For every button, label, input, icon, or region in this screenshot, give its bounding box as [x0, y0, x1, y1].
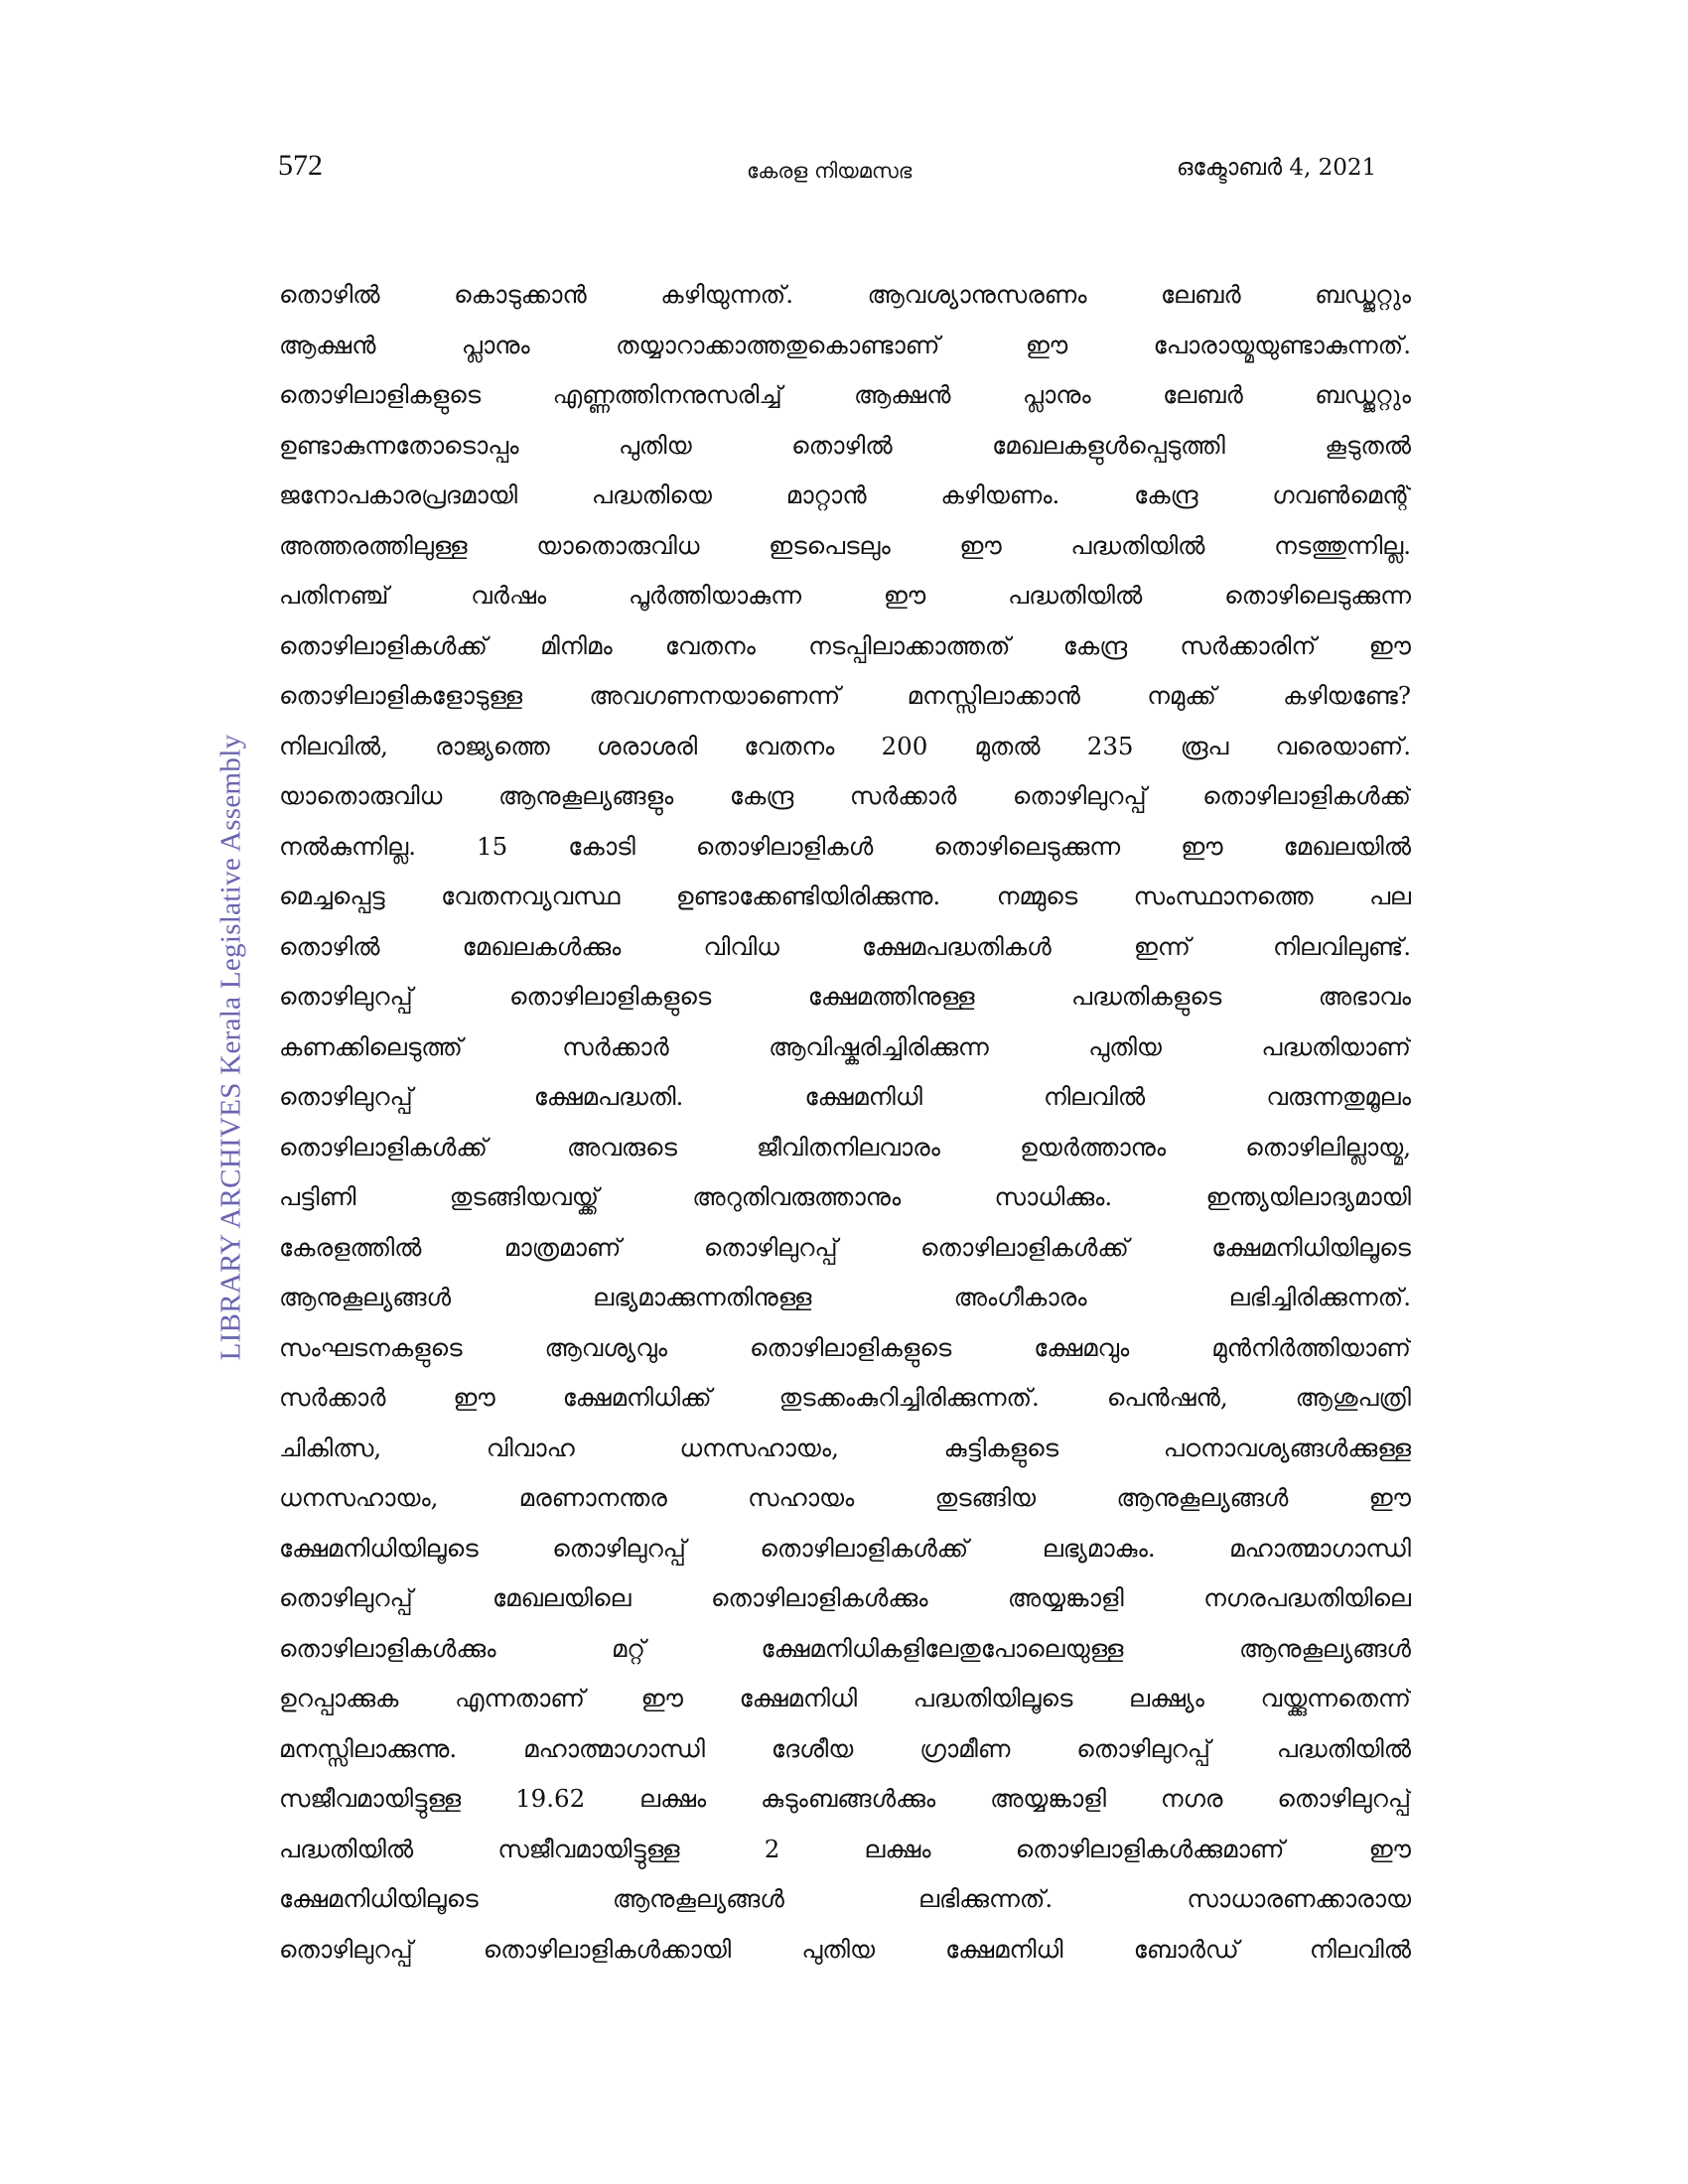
text-line: നിലവിൽ, രാജ്യത്തെ ശരാശരി വേതനം 200 മുതൽ 235 രൂപ വരെയാണ്.	[279, 731, 1411, 760]
text-line: തൊഴിലുറപ്പ് മേഖലയിലെ തൊഴിലാളികൾക്കും അയ്യങ്കാളി നഗരപദ്ധതിയിലെ	[279, 1583, 1411, 1612]
text-line: മെച്ചപ്പെട്ട വേതനവ്യവസ്ഥ ഉണ്ടാക്കേണ്ടിയിരിക്കുന്നു. നമ്മുടെ സംസ്ഥാനത്തെ പല	[279, 882, 1411, 910]
text-line: സംഘടനകളുടെ ആവശ്യവും തൊഴിലാളികളുടെ ക്ഷേമവും മുൻനിർത്തിയാണ്	[279, 1332, 1411, 1362]
text-line: തൊഴിലാളികൾക്ക് മിനിമം വേതനം നടപ്പിലാക്കാത്തത് കേന്ദ്ര സർക്കാരിന് ഈ	[279, 630, 1411, 660]
archive-watermark: LIBRARY ARCHIVES Kerala Legislative Assembly	[214, 734, 247, 1361]
text-line: യാതൊരുവിധ ആനുകൂല്യങ്ങളും കേന്ദ്ര സർക്കാർ തൊഴിലുറപ്പ് തൊഴിലാളികൾക്ക്	[279, 781, 1411, 810]
text-line: ചികിത്സ, വിവാഹ ധനസഹായം, കുട്ടികളുടെ പഠനാവശ്യങ്ങൾക്കുള്ള	[279, 1433, 1411, 1462]
text-line: മനസ്സിലാക്കുന്നു. മഹാത്മാഗാന്ധി ദേശീയ ഗ്രാമീണ തൊഴിലുറപ്പ് പദ്ധതിയിൽ	[279, 1733, 1411, 1763]
text-line: പതിനഞ്ച് വർഷം പൂർത്തിയാകുന്ന ഈ പദ്ധതിയിൽ തൊഴിലെടുക്കുന്ന	[279, 581, 1411, 610]
text-line: തൊഴിലാളികൾക്കും മറ്റ് ക്ഷേമനിധികളിലേതുപോലെയുള്ള ആനുകൂല്യങ്ങൾ	[279, 1633, 1411, 1663]
text-line: ആക്ഷൻ പ്ലാനും തയ്യാറാക്കാത്തതുകൊണ്ടാണ് ഈ പോരായ്മയുണ്ടാകുന്നത്.	[279, 330, 1411, 359]
text-line: തൊഴിലുറപ്പ് ക്ഷേമപദ്ധതി. ക്ഷേമനിധി നിലവിൽ വരുന്നതുമൂലം	[279, 1082, 1411, 1111]
text-line: ഉറപ്പാക്കുക എന്നതാണ് ഈ ക്ഷേമനിധി പദ്ധതിയിലൂടെ ലക്ഷ്യം വയ്ക്കുന്നതെന്ന്	[279, 1684, 1411, 1712]
text-line: നൽകുന്നില്ല. 15 കോടി തൊഴിലാളികൾ തൊഴിലെടുക്കുന്ന ഈ മേഖലയിൽ	[279, 831, 1411, 861]
text-line: കേരളത്തിൽ മാത്രമാണ് തൊഴിലുറപ്പ് തൊഴിലാളികൾക്ക് ക്ഷേമനിധിയിലൂടെ	[279, 1232, 1411, 1262]
page-number: 572	[278, 149, 323, 182]
text-line: ആനുകൂല്യങ്ങൾ ലഭ്യമാക്കുന്നതിനുള്ള അംഗീകാരം ലഭിച്ചിരിക്കുന്നത്.	[279, 1283, 1411, 1311]
text-line: ക്ഷേമനിധിയിലൂടെ തൊഴിലുറപ്പ് തൊഴിലാളികൾക്ക് ലഭ്യമാകും. മഹാത്മാഗാന്ധി	[279, 1533, 1411, 1563]
text-line: സജീവമായിട്ടുള്ള 19.62 ലക്ഷം കുടുംബങ്ങൾക്കും അയ്യങ്കാളി നഗര തൊഴിലുറപ്പ്	[279, 1784, 1411, 1813]
text-line: തൊഴിൽ കൊടുക്കാൻ കഴിയുന്നത്. ആവശ്യാനുസരണം ലേബർ ബഡ്ജറ്റും	[279, 280, 1411, 309]
text-line: തൊഴിലാളികളോടുള്ള അവഗണനയാണെന്ന് മനസ്സിലാക്കാൻ നമുക്ക് കഴിയണ്ടേ?	[279, 681, 1411, 710]
text-line: അത്തരത്തിലുള്ള യാതൊരുവിധ ഇടപെടലും ഈ പദ്ധതിയിൽ നടത്തുന്നില്ല.	[279, 530, 1411, 560]
text-line: തൊഴിലാളികളുടെ എണ്ണത്തിനനുസരിച്ച് ആക്ഷൻ പ്ലാനും ലേബർ ബഡ്ജറ്റും	[279, 380, 1411, 409]
text-line: ഉണ്ടാകുന്നതോടൊപ്പം പുതിയ തൊഴിൽ മേഖലകളുൾപ്പെടുത്തി കൂടുതൽ	[279, 430, 1411, 460]
text-line: തൊഴിലുറപ്പ് തൊഴിലാളികളുടെ ക്ഷേമത്തിനുള്ള പദ്ധതികളുടെ അഭാവം	[279, 982, 1411, 1011]
page-date: ഒക്ടോബർ 4, 2021	[1177, 155, 1377, 181]
text-line: കണക്കിലെടുത്ത് സർക്കാർ ആവിഷ്കരിച്ചിരിക്കുന്ന പുതിയ പദ്ധതിയാണ്	[279, 1031, 1411, 1061]
text-line: പട്ടിണി തുടങ്ങിയവയ്ക്ക് അറുതിവരുത്താനും സാധിക്കും. ഇന്ത്യയിലാദ്യമായി	[279, 1182, 1411, 1211]
text-line: ജനോപകാരപ്രദമായി പദ്ധതിയെ മാറ്റാൻ കഴിയണം. കേന്ദ്ര ഗവൺമെന്റ്	[279, 480, 1411, 509]
text-line: പദ്ധതിയിൽ സജീവമായിട്ടുള്ള 2 ലക്ഷം തൊഴിലാളികൾക്കുമാണ് ഈ	[279, 1834, 1411, 1863]
text-line: തൊഴിലുറപ്പ് തൊഴിലാളികൾക്കായി പുതിയ ക്ഷേമനിധി ബോർഡ് നിലവിൽ	[279, 1934, 1411, 1964]
text-line: തൊഴിൽ മേഖലകൾക്കും വിവിധ ക്ഷേമപദ്ധതികൾ ഇന്ന് നിലവിലുണ്ട്.	[279, 931, 1411, 961]
text-line: ക്ഷേമനിധിയിലൂടെ ആനുകൂല്യങ്ങൾ ലഭിക്കുന്നത്. സാധാരണക്കാരായ	[279, 1884, 1411, 1913]
text-line: സർക്കാർ ഈ ക്ഷേമനിധിക്ക് തുടക്കംകുറിച്ചിരിക്കുന്നത്. പെൻഷൻ, ആശുപത്രി	[279, 1383, 1411, 1412]
running-title: കേരള നിയമസഭ	[747, 159, 913, 183]
text-line: തൊഴിലാളികൾക്ക് അവരുടെ ജീവിതനിലവാരം ഉയർത്താനും തൊഴിലില്ലായ്മ,	[279, 1132, 1411, 1161]
body-text	[279, 270, 1411, 1975]
text-line: ധനസഹായം, മരണാനന്തര സഹായം തുടങ്ങിയ ആനുകൂല്യങ്ങൾ ഈ	[279, 1483, 1411, 1512]
